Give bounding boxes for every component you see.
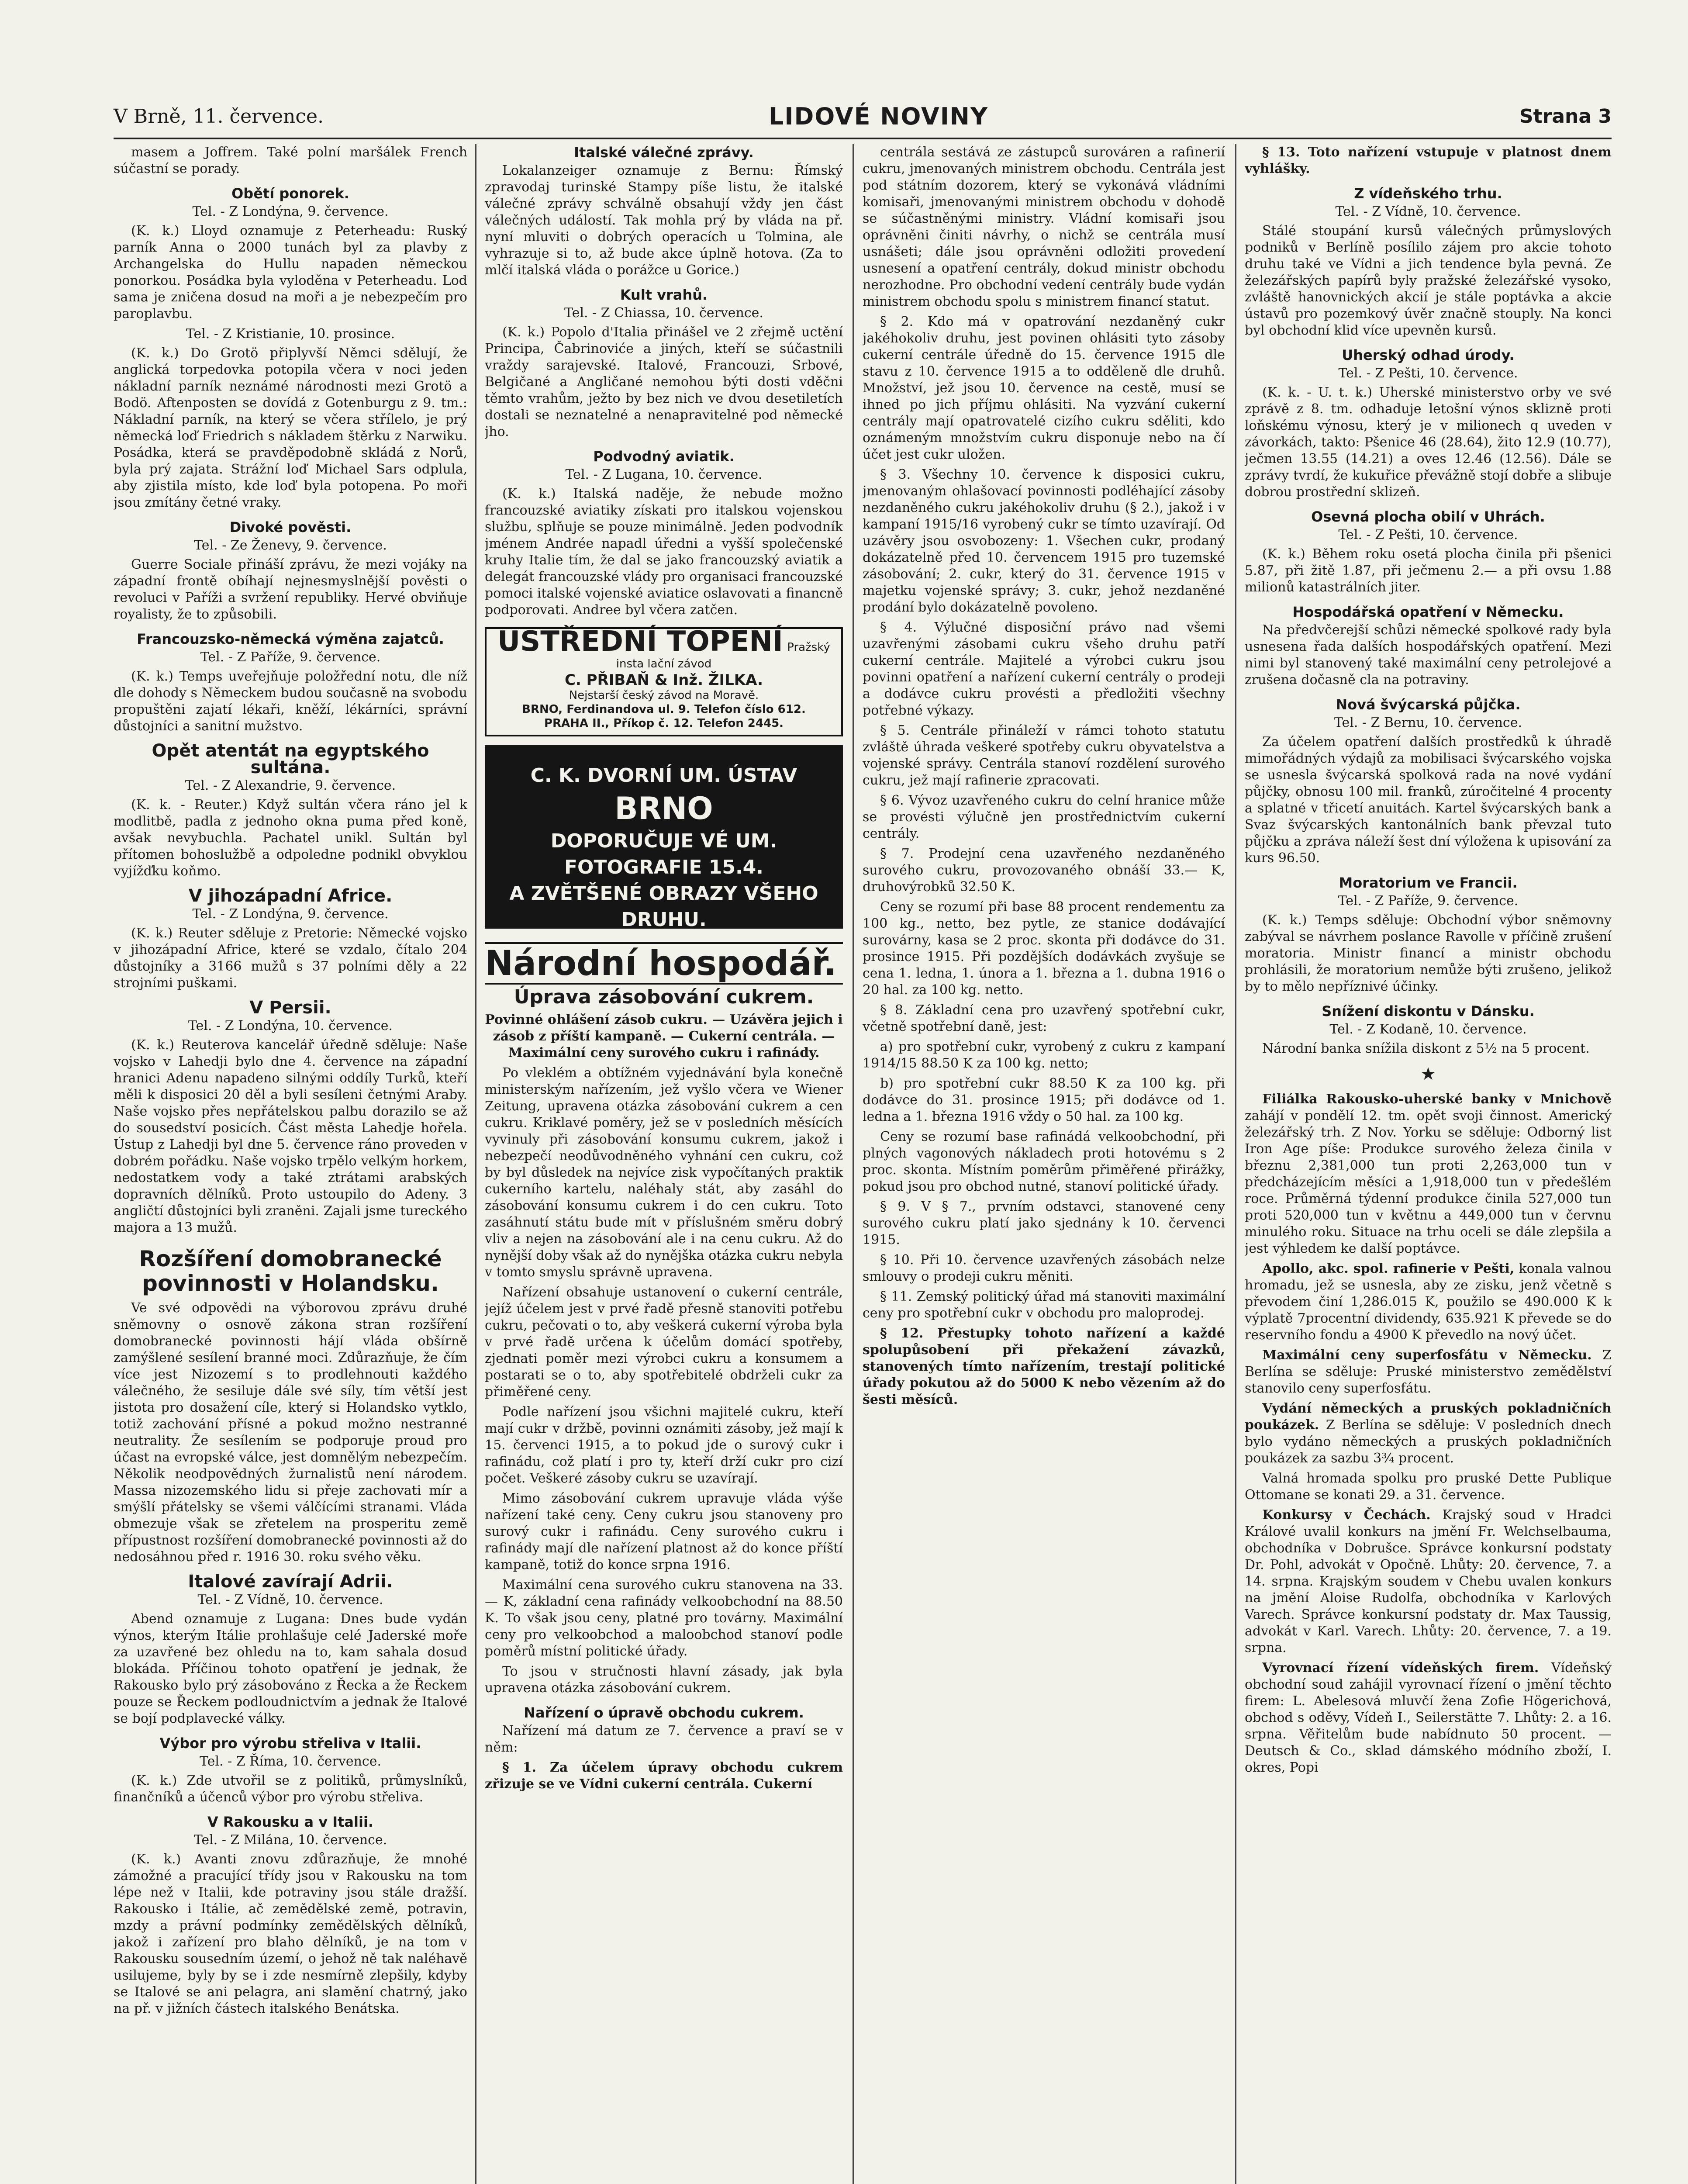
article-text: Po vleklém a obtížném vyjednávání byla konečně ministerským nařízením, jež vyšlo včera ve Wiener Zeitung, upravena otázka zásobování cukrem a cen cukru. Kriklavé poměry, jež se v posledních měsících vyvinuly při zásobování konsumu cukrem, jakož i nebezpečí neodůvodněného vyhnání cen cukru, což by byl důsledek na nejvíce zisk vypočítaných praktik cukerního kartelu, naléhaly stát, aby zasáhl do zásobování konsumu cukrem i do cen cukru. Toto zasáhnutí státu bude mít v příslušném směru dobrý vliv a nejen na zásobování ale i na cenu cukru. Až do nynější doby však až do nynějška otázka cukru nebyla v tomto smyslu správně upravena. bbox=[485, 1065, 843, 1280]
article-text: (K. k.) Zde utvořil se z politiků, průmyslníků, finančníků a účenců výbor pro výrobu střeliva. bbox=[114, 1773, 467, 1805]
inline-title: Vyrovnací řízení vídeňských firem. bbox=[1262, 1660, 1539, 1676]
article-text: Z Berlína se sděluje: V posledních dnech bylo vydáno německých a pruských pokladničních poukázek za sazbu 3¾ procent. bbox=[1245, 1417, 1612, 1466]
article-text: (K. k.) Reuter sděluje z Pretorie: Německé vojsko v jihozápadní Africe, které se vzdalo, čítalo 204 důstojníky a 3166 mužů s 37 polními děly a 22 strojními puškami. bbox=[114, 926, 467, 991]
article-text: a) pro spotřební cukr, vyrobený z cukru z kampaní 1914/15 88.50 K za 100 kg. netto; bbox=[863, 1039, 1225, 1071]
article-title: Osevná plocha obilí v Uhrách. bbox=[1311, 508, 1545, 525]
article-text: § 9. V § 7., prvním odstavci, stanovené ceny surového cukru platí jako sjednány k 10. červenci 1915. bbox=[863, 1199, 1225, 1248]
ad-brno-address: BRNO, Ferdinandova ul. 9. Telefon číslo 612. bbox=[522, 703, 806, 716]
column-3 bbox=[863, 144, 1225, 2184]
article-text: b) pro spotřební cukr 88.50 K za 100 kg. při dodávce do 31. prosince 1915; při dodávce od 1. ledna a 1. března 1916 vždy o 50 hal. za 100 kg. bbox=[863, 1076, 1225, 1124]
inline-title: Apollo, akc. spol. rafinerie v Pešti, bbox=[1262, 1261, 1515, 1276]
article-text: § 12. Přestupky tohoto nařízení a každé spolupůsobení při překažení závazků, stanovených tímto nařízením, trestají politické úřady pokutou až do 5000 K nebo vězením až do šesti měsíců. bbox=[863, 1326, 1225, 1407]
article-text: zahájí v pondělí 12. tm. opět svoji činnost. Americký železářský trh. Z Nov. Yorku se sděluje: Odborný list Iron Age píše: Produkce surového železa činila v březnu 2,381,000 tun proti 2,263,000 tun v předcházejícím měsíci a 1,918,000 tun v předešlém roce. Průměrná týdenní produkce činila 527,000 tun proti 520,000 tun v květnu a 449,000 tun v červnu minulého roku. Situace na trhu oceli se dále zlepšila a jest výhledem ke další poptávce. bbox=[1245, 1108, 1612, 1256]
article-text: (K. k.) Temps uveřejňuje položřední notu, dle níž dle dohody s Německem budou současně na svobodu propuštěni zajatí lékaři, kněží, lékárníci, správní důstojníci a sanitní mužstvo. bbox=[114, 669, 467, 734]
column-2 bbox=[485, 144, 843, 2184]
article-title: Výbor pro výrobu střeliva v Italii. bbox=[159, 1735, 421, 1752]
article-text: (K. k. - U. t. k.) Uherské ministerstvo orby ve své zprávě z 8. tm. odhaduje letošní výnos sklizně proti loňskému výnosu, který je v milionech q uveden v závorkách, takto: Pšenice 46 (28.64), žito 12.9 (10.77), ječmen 13.55 (14.21) a oves 12.46 (12.56). Dále se zprávy tvrdí, že kukuřice převážně stojí dobře a slibuje dobrou prostřední sklizeň. bbox=[1245, 385, 1612, 500]
column-rule bbox=[1235, 144, 1236, 2184]
article-text: Podle nařízení jsou všichni majitelé cukru, kteří mají cukr v držbě, povinni oznámiti zásoby, jež mají k 15. červenci 1915, a to pokud jde o surový cukr i rafinádu, což platí i pro ty, kteří drží cukr pro cizí počet. Veškeré zásoby cukru se uzavírají. bbox=[485, 1404, 843, 1486]
article-text: (K. k.) Popolo d'Italia přinášel ve 2 zřejmě uctění Principa, Čabrinoviće a jiných, kteří se súčastnili vraždy sarajevské. Italové, Francouzi, Srbové, Belgičané a Angličané nemohou býti dosti vděčni těmto vrahům, ježto by bez nich ve dvou desetiletích dostali se neznatelné a nenapravitelné pod německé jho. bbox=[485, 325, 843, 439]
article-text: Z Berlína se sděluje: Pruské ministerstvo zemědělství stanovilo ceny superfosfátu. bbox=[1245, 1348, 1612, 1396]
dateline: Tel. - Z Pešti, 10. července. bbox=[1338, 527, 1518, 543]
article-text: (K. k.) Do Grotö připlyvší Němci sdělují, že anglická torpedovka potopila včera v noci jeden nákladní parník neznámé národnosti mezi Grotö a Bodö. Aftenposten se dovídá z Gotenburgu z 9. tm.: Nákladní parník, na který se včera střílelo, je prý německá loď Friedrich s nákladem štěrku z Narwiku. Posádka, která se pravděpodobně skládá z Norů, byla prý zajata. Strážní loď Michael Sars odplula, aby zjistila místo, kde loď byla potopena. Po moři jsou zmítány četné vraky. bbox=[114, 346, 467, 510]
article-text: (K. k.) Temps sděluje: Obchodní výbor sněmovny zabýval se návrhem poslance Ravolle v příčině zrušení moratoria. Ministr financí a ministr obchodu prohlásili, že moratorium nemůže býti zrušeno, jelikož by to mělo nepříznivé účinky. bbox=[1245, 912, 1612, 994]
dateline: Tel. - Z Londýna, 10. července. bbox=[188, 1018, 393, 1033]
article-lead: Povinné ohlášení zásob cukru. — Uzávěra jejich i zásob z příští kampaně. — Cukerní centrála. — Maximální ceny surového cukru i rafinády. bbox=[485, 1012, 843, 1061]
article-text: (K. k.) Lloyd oznamuje z Peterheadu: Ruský parník Anna o 2000 tunách byl za plavby z Archangelska do Hullu napaden německou ponorkou. Posádka byla vyloděna v Peterheadu. Loď sama je zničena dosud na moři a je nebezpečím pro paroplavbu. bbox=[114, 223, 467, 321]
article-text: Na předvčerejší schůzi německé spolkové rady byla usnesena řada dalších hospodářských opatření. Mezi nimi byl stanovený také maximální ceny petrolejové a zrušena dočasně cla na potraviny. bbox=[1245, 622, 1612, 688]
dateline: Tel. - Z Chiassa, 10. července. bbox=[564, 305, 763, 321]
article-text: Abend oznamuje z Lugana: Dnes bude vydán výnos, kterým Itálie prohlašuje celé Jaderské moře za uzavřené bez ohledu na to, kam sahala dosud blokáda. Příčinou tohoto opatření je jednak, že Rakousko bylo prý zásobováno z Řecka a že Řeckem pouze se Řeckem podloudnictvím a jednak že Italové se bojí podplavecké války. bbox=[114, 1611, 467, 1726]
ad-line: DOPORUČUJE VÉ UM. FOTOGRAFIE 15.4. bbox=[550, 830, 777, 878]
article-text: § 13. Toto nařízení vstupuje v platnost dnem vyhlášky. bbox=[1245, 145, 1612, 176]
dateline: Tel. - Z Pešti, 10. července. bbox=[1338, 366, 1518, 381]
dateline: Tel. - Z Londýna, 9. července. bbox=[192, 204, 389, 219]
ad-praha-address: PRAHA II., Příkop č. 12. Telefon 2445. bbox=[544, 717, 784, 730]
dateline: Tel. - Z Kodaně, 10. července. bbox=[1329, 1022, 1527, 1037]
article-text: Valná hromada spolku pro pruské Dette Publique Ottomane se konati 29. a 31. července. bbox=[1245, 1471, 1612, 1503]
dateline: Tel. - Z Paříže, 9. července. bbox=[200, 650, 381, 665]
article-text: § 5. Centrále přináleží v rámci tohoto statutu zvláště úhrada veškeré spotřeby cukru obyvatelstva a vojenské správy. Centrála stanoví rozdělení surového cukru, jež mají rafinerie zpracovati. bbox=[863, 723, 1225, 788]
article-text: Krajský soud v Hradci Králové uvalil konkurs na jmění Fr. Welchselbauma, obchodníka v Dobrušce. Správce konkursní podstaty Dr. Pohl, advokát v Opočně. Lhůty: 20. července, 7. a 14. srpna. Krajským soudem v Chebu uvalen konkurs na jmění Aloise Rudolfa, obchodníka v Karlových Varech. Správce konkursní podstaty dr. Max Taussig, advokát v Karl. Varech. Lhůty: 20. července, 7. a 19. srpna. bbox=[1245, 1507, 1612, 1655]
article-title: V Persii. bbox=[249, 998, 331, 1018]
dateline: Tel. - Z Vídně, 10. července. bbox=[197, 1592, 383, 1607]
article-text: § 4. Výlučné disposiční právo nad všemi uzavřenými zásobami cukru všeho druhu patří cukerní centrále. Majitelé a výrobci cukru jsou povinni opatření a nařízení cukerní centrály o prodeji a dodávce cukru provésti a předložiti všechny potřebné výkazy. bbox=[863, 620, 1225, 718]
article-title: Hospodářská opatření v Německu. bbox=[1292, 604, 1564, 620]
article-title: Moratorium ve Francii. bbox=[1339, 874, 1518, 891]
article-text: (K. k.) Reuterova kancelář úředně sděluje: Naše vojsko v Lahedji bylo dne 4. července na západní hranici Adenu napadeno silnými oddíly Turků, kteří měli k disposici 20 děl a byli sesíleni četnými Araby. Naše vojsko přes nepřátelskou palbu dorazilo se až do sousedství posicích. Část města Lahedje hořela. Ústup z Lahedji byl dne 5. července ráno proveden v dobrém pořádku. Naše vojsko trpělo velkým horkem, nedostatkem vody a také ztrátami arabských dopravních dělníků. Proto ustoupilo do Adeny. 3 angličtí důstojníci byli zraněni. Zajali jsme tureckého majora a 13 mužů. bbox=[114, 1037, 467, 1235]
article-text: Nařízení obsahuje ustanovení o cukerní centrále, jejíž účelem jest v prvé řadě přesně stanoviti potřebu cukru, pečovati o to, aby veškerá cukerní výroba byla v prvé řadě určena k účelům domácí spotřeby, zjednati poměr mezi výrobci cukru a konsumem a postarati se o to, aby spotřebitelé obdrželi cukr za přiměřené ceny. bbox=[485, 1285, 843, 1400]
dateline: Tel. - Z Vídně, 10. července. bbox=[1335, 204, 1521, 219]
dateline: Tel. - Z Londýna, 9. července. bbox=[192, 906, 389, 922]
photo-studio-advertisement bbox=[485, 745, 843, 929]
article-text: § 8. Základní cena pro uzavřený spotřební cukr, včetně spotřební daně, jest: bbox=[863, 1002, 1225, 1034]
column-rule bbox=[853, 144, 854, 2184]
inline-title: Maximální ceny superfosfátu v Německu. bbox=[1262, 1348, 1592, 1363]
article-title: Snížení diskontu v Dánsku. bbox=[1322, 1003, 1535, 1019]
ad-side-text: Pražský insta lační závod bbox=[616, 641, 830, 670]
column-rule bbox=[475, 144, 476, 2184]
article-title: Italské válečné zprávy. bbox=[574, 144, 754, 161]
dateline: Tel. - Z Bernu, 10. července. bbox=[1334, 715, 1522, 730]
article-subtitle: Nařízení o úpravě obchodu cukrem. bbox=[524, 1704, 804, 1721]
article-title: V Rakousku a v Italii. bbox=[207, 1814, 374, 1830]
article-text: § 10. Při 10. července uzavřených zásobách nelze smlouvy o prodeji cukru měniti. bbox=[863, 1252, 1225, 1284]
article-text: (K. k.) Italská naděje, že nebude možno francouzské aviatiky získati pro italskou vojenskou službu, splňuje se pouze minimálně. Jeden podvodník jménem Andrée napadl úředni a vyšší společenské kruhy Italie tím, že dal se jako francouzský aviatik a delegát francouzské vlády pro organisaci francouzské pomoci italské vojenské aviatice oslavovati a financně podporovati. Andree byl včera zatčen. bbox=[485, 486, 843, 618]
article-text: § 11. Zemský politický úřad má stanoviti maximální ceny pro spotřební cukr v obchodu pro maloprodej. bbox=[863, 1289, 1225, 1321]
article-text: Vídeňský obchodní soud zahájil vyrovnací řízení o jmění těchto firem: L. Abelesová mluvčí žena Zofie Högerichová, obchod s oděvy, Vídeň I., Seilerstätte 7. Lhůty: 2. a 16. srpna. Věřitelům bude nabídnuto 50 procent. — Deutsch & Co., sklad dámského módního zboží, I. okres, Popi bbox=[1245, 1660, 1612, 1775]
article-text: Ceny se rozumí base rafinádá velkoobchodní, při plných vagonových nákladech proti hotovému s 2 proc. skonta. Místním poměrům přiměřené přirážky, pokud jsou pro obchod nutné, stanoví politické úřady. bbox=[863, 1129, 1225, 1194]
ad-line: BRNO bbox=[614, 791, 713, 826]
ad-line: C. K. DVORNÍ UM. ÚSTAV bbox=[530, 764, 797, 787]
article-title: Francouzsko-německá výměna zajatců. bbox=[137, 631, 444, 647]
article-text: (K. k.) Avanti znovu zdůrazňuje, že mnohé zámožné a pracující třídy jsou v Rakousku na tom lépe než v Italii, kde potraviny jsou stále dražší. Rakousko i Itálie, ač zemědělské země, potravin, mzdy a právní podmínky zemědělských dělníků, jakož i zařízení pro blaho dělníků, je na tom v Rakousku sousedním území, o jehož ně tak naléhavě usilujeme, byly by se i zde nesmírně zlepšily, kdyby se Italové se ani pelagra, ani slamění chatrný, jako na př. v jižních částech italského Benátska. bbox=[114, 1852, 467, 2016]
article-title: Kult vrahů. bbox=[620, 287, 708, 303]
ad-line: A ZVĚTŠENÉ OBRAZY VŠEHO DRUHU. bbox=[509, 882, 818, 931]
heating-advertisement bbox=[485, 627, 843, 736]
article-text: § 7. Prodejní cena uzavřeného nezdaněného surového cukru, provozovaného obnáší 33.— K, druhovýrobků 32.50 K. bbox=[863, 846, 1225, 895]
article-text: Ve své odpovědi na výborovou zprávu druhé sněmovny o osnově zákona stran rozšíření domobranecké povinnosti hájí vláda obšírně zamýšlené sesílení branné moci. Zdůrazňuje, že čím více jest Nizozemí s to prodlehnouti každého válečného, že sesiluje dále své síly, tím větší jest jistota pro dosažení cíle, který si Holandsko vytklo, totiž zachování přísné a pokud možno nestranné neutrality. Že sesílením se podporuje proud pro účast na evropské válce, jest domnělým nebezpečím. Několik neodpovědných žurnalistů není národem. Massa nizozemského lidu si přeje zachovati mír a smýšlí přátelsky se všemi válčícími stranami. Vláda obmezuje však se zřetelem na prosperitu země přípustnost rozšíření domobranecké povinnosti až do nedosáhnou před r. 1916 30. roku svého věku. bbox=[114, 1300, 467, 1565]
article-text: § 1. Za účelem úpravy obchodu cukrem zřizuje se ve Vídni cukerní centrála. Cukerní bbox=[485, 1760, 843, 1792]
article-text: Mimo zásobování cukrem upravuje vláda výše nařízení také ceny. Ceny cukru jsou stanoveny pro surový cukr i rafinádu. Ceny surového cukru i rafinády mají dle nařízení platnost až do konce příští kampaně, totiž do konce srpna 1916. bbox=[485, 1491, 843, 1572]
article-title: V jihozápadní Africe. bbox=[188, 886, 393, 906]
masthead: LIDOVÉ NOVINY bbox=[769, 103, 989, 130]
article-title: Úprava zásobování cukrem. bbox=[514, 986, 814, 1008]
ad-subtitle: Nejstarší český závod na Moravě. bbox=[569, 689, 759, 702]
dateline: Tel. - Z Kristianie, 10. prosince. bbox=[186, 326, 395, 342]
article-title: Opět atentát na egyptského sultána. bbox=[152, 741, 429, 778]
article-title: Z vídeňského trhu. bbox=[1354, 185, 1502, 202]
dateline: Tel. - Z Alexandrie, 9. července. bbox=[185, 778, 396, 793]
article-title: Obětí ponorek. bbox=[231, 185, 349, 202]
article-text: § 6. Vývoz uzavřeného cukru do celní hranice může se provésti výlučně jen prostřednictvím cukerní centrály. bbox=[863, 793, 1225, 841]
article-text: § 3. Všechny 10. července k disposici cukru, jmenovaným ohlašovací povinnosti podléhající zásoby nezdaněného cukru jakéhokoliv druhu (§ 2.), jakož i v kampaní 1915/16 vyrobený cukr se tímto uzavírají. Od uzávěry jsou osvobozeny: 1. Všechen cukr, prodaný dokázatelně před 10. červencem 1915 pro tuzemské zásobování; 2. cukr, který do 31. července 1915 v majetku vojenské správy; 3. cukr, jehož nezdaněné prodání bylo dokázatelně povoleno. bbox=[863, 467, 1225, 615]
separator-star-icon: ★ bbox=[1420, 1064, 1436, 1084]
article-text: Lokalanzeiger oznamuje z Bernu: Římský zpravodaj turinské Stampy píše listu, že italské válečné zprávy schválně obsahují vždy jen část válečných událostí. Tak mohla prý by vláda na př. nyní mluviti o dobrých operacích u Tolmina, ale vyhrazuje si to, až bude akce úplně hotova. (Za to mlčí italská vláda o porážce u Gorice.) bbox=[485, 163, 843, 278]
header-date: V Brně, 11. července. bbox=[114, 105, 324, 128]
article-title: Uherský odhad úrody. bbox=[1342, 347, 1515, 363]
page-header bbox=[114, 103, 1612, 139]
article-title: Divoké pověsti. bbox=[229, 519, 352, 536]
section-title: Národní hospodář. bbox=[485, 942, 843, 985]
article-title: Podvodný aviatik. bbox=[593, 448, 735, 465]
dateline: Tel. - Z Říma, 10. července. bbox=[199, 1754, 381, 1769]
dateline: Tel. - Z Lugana, 10. července. bbox=[565, 467, 763, 482]
article-text: Za účelem opatření dalších prostředků k úhradě mimořádných výdajů za mobilisaci švýcarského vojska se usnesla švýcarská spolková rada na nové vydání půjčky, obnosu 100 mil. franků, zúročitelné 4 procenty a splatné v třicetí anuitách. Kartel švýcarských bank a Svaz švýcarských kantonálních bank převzal tuto půjčku a zpráva náleží šest dní výložena k upisování za kurs 96.50. bbox=[1245, 734, 1612, 866]
article-text: Guerre Sociale přináší zprávu, že mezi vojáky na západní frontě obíhají nejnesmyslnější pověsti o revoluci v Paříži a svržení republiky. Hervé obviňuje royalisty, že to způsobili. bbox=[114, 557, 467, 622]
dateline: Tel. - Ze Ženevy, 9. července. bbox=[194, 538, 387, 553]
article-text: Ceny se rozumí při base 88 procent rendementu za 100 kg., netto, bez pytle, ze stanice dodávající surovárny, kasa se 2 proc. skonta při dodávce do 31. prosince 1915. Při pozdějších dodávkách zvyšuje se cena 1. ledna, 1. února a 1. března a 1. dubna 1916 o 20 hal. za 100 kg. netto. bbox=[863, 899, 1225, 998]
article-text: (K. k.) Během roku osetá plocha činila při pšenici 5.87, při žitě 1.87, při ječmenu 2.— a při ovsu 1.88 milionů katastrálních jiter. bbox=[1245, 546, 1612, 595]
article-text: Stálé stoupání kursů válečných průmyslových podniků v Berlíně posílilo zájem pro akcie tohoto druhu také ve Vídni a jich tendence byla pevná. Ze železářských papírů byly pražské železářské vysoko, zvláště hanovnických akcií je stále poptávka a akcie ústavů pro pozemkový úvěr značně stouply. Na konci byl obchodní klid více upevněn kursů. bbox=[1245, 223, 1612, 338]
article-title: Nová švýcarská půjčka. bbox=[1336, 696, 1521, 713]
dateline: Tel. - Z Milána, 10. července. bbox=[193, 1832, 387, 1848]
article-text: Národní banka snížila diskont z 5½ na 5 procent. bbox=[1262, 1041, 1590, 1056]
ad-headline: USTŘEDNÍ TOPENÍ bbox=[497, 625, 783, 658]
article-text: konala valnou hromadu, jež se usnesla, aby ze zisku, jenž včetně s převodem činí 1,286.015 K, použilo se 490.000 K k výplatě 7procentní dividendy, 635.921 K převede se do reservního fondu a 4900 K převedlo na nový účet. bbox=[1245, 1261, 1612, 1343]
column-1 bbox=[114, 144, 467, 2184]
dateline: Tel. - Z Paříže, 9. července. bbox=[1338, 893, 1519, 909]
inline-title: Vydání německých a pruských pokladničních poukázek. bbox=[1245, 1401, 1612, 1433]
article-text: § 2. Kdo má v opatrování nezdaněný cukr jakéhokoliv druhu, jest povinen ohlásiti tyto zásoby cukerní centrále úředně do 15. července 1915 dle stavu z 10. července 1915 a to odděleně dle druhů. Množství, jež jsou 10. července na cestě, musí se ihned po jich příjmu ohlásiti. Na vyzvání cukerní centrály mají opatrovatelé cizího cukru sděliti, kdo oznámeným množstvím cukru disponuje nebo na čí účet jest cukr uložen. bbox=[863, 314, 1225, 462]
article-text: To jsou v stručnosti hlavní zásady, jak byla upravena otázka zásobování cukrem. bbox=[485, 1664, 843, 1696]
article-title: Italové zavírají Adrii. bbox=[188, 1572, 393, 1592]
ad-firm: C. PŘIBAŇ & Inž. ŽILKA. bbox=[564, 671, 763, 689]
article-text: (K. k. - Reuter.) Když sultán včera ráno jel k modlitbě, padla z jednoho okna puma před koně, avšak nevybuchla. Pachatel unikl. Sultán byl přítomen bohoslužbě a odpoledne podnikl obvyklou vyjížďku koňmo. bbox=[114, 797, 467, 879]
page-number: Strana 3 bbox=[1519, 105, 1612, 128]
article-text: centrála sestává ze zástupců surováren a rafinerií cukru, jmenovaných ministrem obchodu. Centrála jest pod státním dozorem, který se vykonává vládními komisaři, jmenovanými ministrem obchodu v dohodě se súčastněnými ministry. Vládní komisaři jsou oprávněni činiti návrhy, o nichž se centrála musí usnášeti; dále jsou oprávněni odložiti provedení usnesení a opatření centrály, dokud ministr obchodu nerozhodne. Pro obchodní vedení centrály bude vydán ministrem obchodu spolu s ministrem financí statut. bbox=[863, 145, 1225, 309]
inline-title: Konkursy v Čechách. bbox=[1262, 1507, 1431, 1523]
article-title: Rozšíření domobranecké povinnosti v Holandsku. bbox=[139, 1246, 442, 1296]
article-text: Maximální cena surového cukru stanovena na 33.— K, základní cena rafinády velkoobchodní na 88.50 K. To však jsou ceny, platné pro továrny. Maximální ceny pro velkoobchod a maloobchod stanoví podle poměrů místní politické úřady. bbox=[485, 1577, 843, 1659]
article-text: Nařízení má datum ze 7. července a praví se v něm: bbox=[485, 1723, 843, 1755]
column-4 bbox=[1245, 144, 1612, 2184]
article-text: masem a Joffrem. Také polní maršálek French súčastní se porady. bbox=[114, 145, 467, 176]
inline-title: Filiálka Rakousko-uherské banky v Mnichově bbox=[1262, 1092, 1612, 1107]
